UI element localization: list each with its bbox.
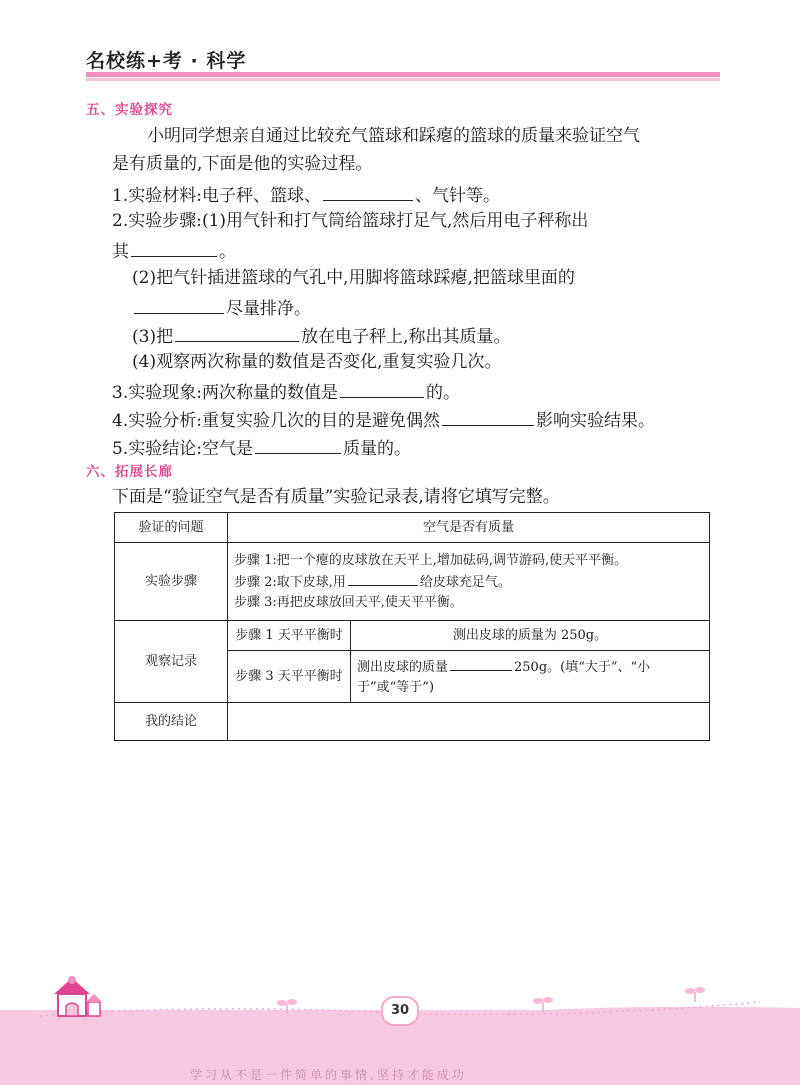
step-3 bbox=[132, 324, 511, 347]
table-label-conclusion: 我的结论 bbox=[115, 703, 228, 741]
answer-blank-conclusion[interactable] bbox=[255, 436, 341, 454]
table-obs1-value: 测出皮球的质量为 250g。 bbox=[351, 621, 710, 651]
step-3-text-b: 放在电子秤上,称出其质量。 bbox=[301, 327, 511, 347]
header-title: 名校练+考 · 科学 bbox=[86, 50, 247, 72]
answer-blank-phenomenon[interactable] bbox=[340, 380, 424, 398]
extension-intro: 下面是“验证空气是否有质量”实验记录表,请将它填写完整。 bbox=[112, 487, 560, 507]
question-5 bbox=[112, 436, 411, 459]
table-label-steps: 实验步骤 bbox=[115, 543, 228, 621]
question-1-text-b: 、气针等。 bbox=[414, 186, 500, 206]
table-conclusion-answer[interactable] bbox=[228, 703, 710, 741]
question-3-text-a: 3.实验现象:两次称量的数值是 bbox=[112, 383, 338, 403]
question-3 bbox=[112, 380, 460, 403]
question-4-text-a: 4.实验分析:重复实验几次的目的是避免偶然 bbox=[112, 411, 440, 431]
question-5-text-a: 5.实验结论:空气是 bbox=[112, 439, 253, 459]
intro-line-2: 是有质量的,下面是他的实验过程。 bbox=[112, 154, 373, 174]
table-label-observation: 观察记录 bbox=[115, 621, 228, 703]
table-obs3-line-2: 于”或“等于”) bbox=[357, 679, 435, 695]
house-icon bbox=[44, 972, 114, 1028]
question-4-text-b: 影响实验结果。 bbox=[535, 411, 655, 431]
table-step-3: 步骤 3:再把皮球放回天平,使天平平衡。 bbox=[234, 594, 463, 610]
header-bar bbox=[86, 72, 720, 81]
question-2-text-c: 。 bbox=[219, 242, 236, 262]
table-steps-cell bbox=[228, 543, 710, 621]
footer-note: 学习从不是一件简单的事情,坚持才能成功 bbox=[190, 1068, 467, 1082]
sprout-icon bbox=[684, 984, 706, 1002]
table-obs3-label: 步骤 3 天平平衡时 bbox=[228, 651, 351, 703]
section-title-extension: 六、拓展长廊 bbox=[86, 464, 173, 480]
table-obs3-line-1 bbox=[357, 656, 703, 678]
page-number: 30 bbox=[381, 996, 419, 1026]
answer-blank-pump[interactable] bbox=[348, 571, 418, 586]
question-4 bbox=[112, 408, 655, 431]
section-title-experiment: 五、实验探究 bbox=[86, 102, 173, 118]
step-2-cont bbox=[132, 296, 311, 319]
step-2: (2)把气针插进篮球的气孔中,用脚将篮球踩瘪,把篮球里面的 bbox=[132, 268, 575, 288]
sprout-icon bbox=[532, 994, 554, 1012]
question-1-text-a: 1.实验材料:电子秤、篮球、 bbox=[112, 186, 321, 206]
question-1 bbox=[112, 183, 500, 206]
table-header-question: 验证的问题 bbox=[115, 513, 228, 543]
table-step-1: 步骤 1:把一个瘪的皮球放在天平上,增加砝码,调节游码,使天平平衡。 bbox=[234, 552, 628, 568]
answer-blank-compare[interactable] bbox=[450, 656, 512, 671]
step-3-text-a: (3)把 bbox=[132, 327, 174, 347]
question-2: 2.实验步骤:(1)用气针和打气筒给篮球打足气,然后用电子秤称出 bbox=[112, 211, 589, 231]
question-2-cont bbox=[112, 239, 236, 262]
answer-blank-error[interactable] bbox=[442, 408, 534, 426]
question-2-text-b: 其 bbox=[112, 242, 129, 262]
answer-blank-air[interactable] bbox=[134, 296, 224, 314]
answer-blank-object[interactable] bbox=[175, 324, 299, 342]
step-2-text-b: 尽量排净。 bbox=[226, 299, 311, 319]
table-obs3-text-a: 测出皮球的质量 bbox=[357, 659, 449, 675]
answer-blank-material[interactable] bbox=[323, 183, 413, 201]
table-obs3-value bbox=[351, 651, 710, 703]
table-obs1-label: 步骤 1 天平平衡时 bbox=[228, 621, 351, 651]
table-step-2-text-a: 步骤 2:取下皮球,用 bbox=[234, 574, 346, 590]
step-4: (4)观察两次称量的数值是否变化,重复实验几次。 bbox=[132, 352, 502, 372]
intro-line-1: 小明同学想亲自通过比较充气篮球和踩瘪的篮球的质量来验证空气 bbox=[147, 126, 640, 146]
table-step-2-text-b: 给皮球充足气。 bbox=[419, 574, 511, 590]
answer-blank-mass[interactable] bbox=[131, 239, 217, 257]
table-step-2 bbox=[234, 571, 703, 593]
record-table bbox=[114, 512, 710, 741]
table-obs3-text-b: 250g。(填“大于”、“小 bbox=[514, 659, 651, 675]
question-5-text-b: 质量的。 bbox=[342, 439, 411, 459]
table-header-value: 空气是否有质量 bbox=[228, 513, 710, 543]
sprout-icon bbox=[276, 996, 298, 1014]
question-3-text-b: 的。 bbox=[425, 383, 460, 403]
